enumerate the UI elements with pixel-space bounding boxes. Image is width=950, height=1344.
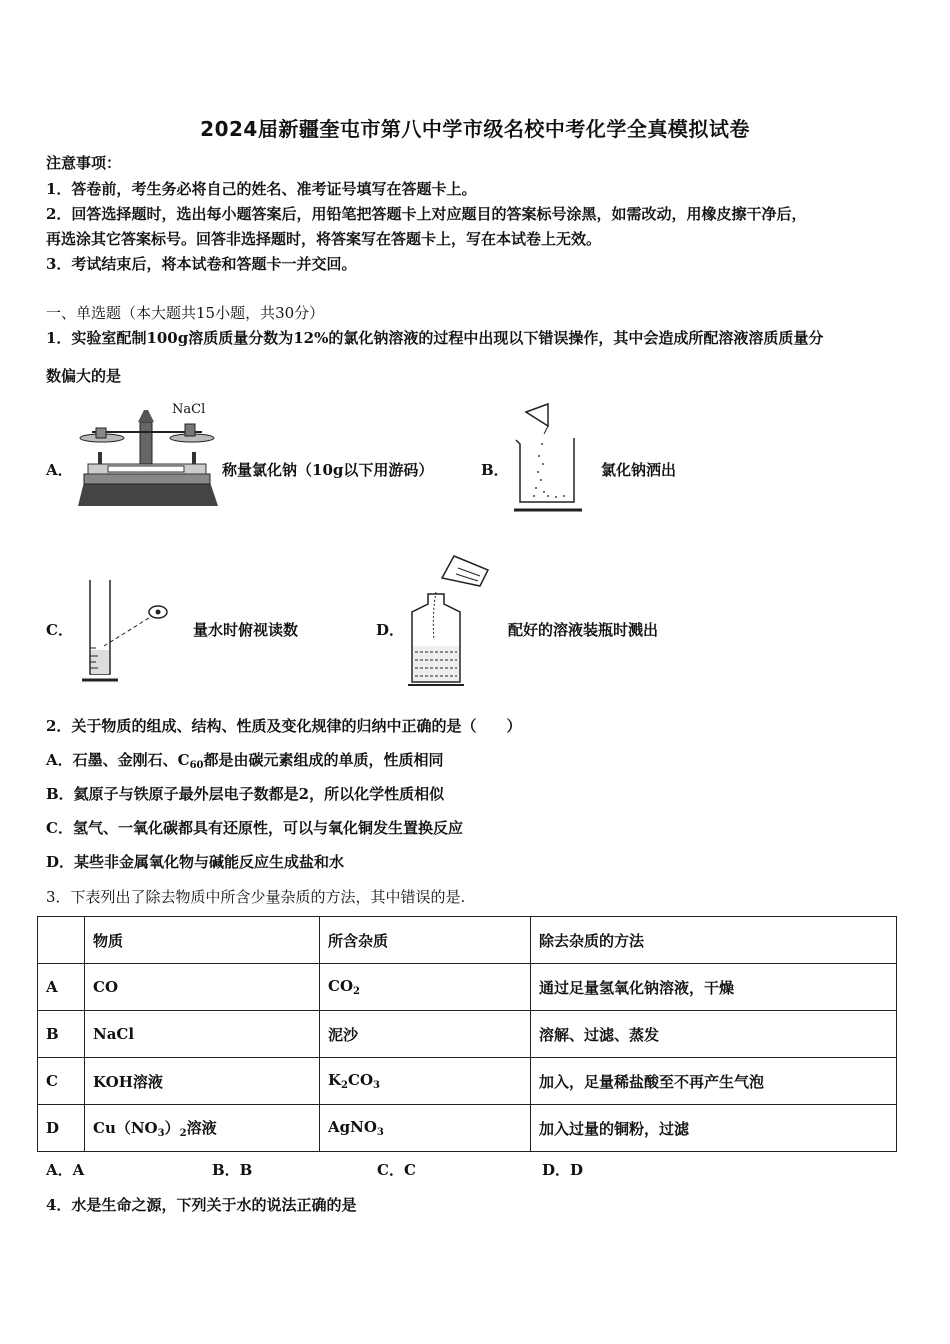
row-method: 加入，足量稀盐酸至不再产生气泡 — [531, 1058, 897, 1105]
option-b-label: B． — [481, 461, 509, 479]
row-impurity: $CO_2$ — [320, 964, 531, 1011]
option-b-text: 氯化钠洒出 — [601, 461, 677, 479]
row-substance: CO — [85, 964, 320, 1011]
notice-item: 2．回答选择题时，选出每小题答案后，用铅笔把答题卡上对应题目的答案标号涂黑，如需改动，用橡皮擦干净后， — [46, 205, 807, 223]
row-id: C — [38, 1058, 85, 1105]
balance-scale-image — [78, 402, 218, 510]
question-3-choice-b: B．B — [212, 1161, 253, 1179]
option-d-text: 配好的溶液装瓶时溅出 — [508, 621, 659, 639]
question-2-option-c: C．氢气、一氧化碳都具有还原性，可以与氧化铜发生置换反应 — [46, 819, 463, 837]
table-row — [38, 1105, 897, 1152]
row-impurity: 泥沙 — [320, 1011, 531, 1058]
option-d-label: D． — [376, 621, 405, 639]
row-substance: NaCl — [85, 1011, 320, 1058]
row-id: B — [38, 1011, 85, 1058]
table-header-cell — [38, 917, 85, 964]
option-a-label: A． — [46, 461, 73, 479]
question-3-stem: 3．下表列出了除去物质中所含少量杂质的方法，其中错误的是. — [46, 888, 466, 906]
question-2-stem: 2．关于物质的组成、结构、性质及变化规律的归纳中正确的是（ ） — [46, 717, 522, 735]
question-3-choice-c: C．C — [377, 1161, 416, 1179]
option-a-text: 称量氯化钠（10g以下用游码） — [222, 461, 434, 479]
row-method: 溶解、过滤、蒸发 — [531, 1011, 897, 1058]
notice-heading: 注意事项： — [46, 154, 122, 172]
row-substance: $Cu(NO_3)_2$溶液 — [85, 1105, 320, 1152]
row-method: 加入过量的铜粉，过滤 — [531, 1105, 897, 1152]
notice-item: 3．考试结束后，将本试卷和答题卡一并交回。 — [46, 255, 357, 273]
impurity-table — [37, 916, 897, 1152]
question-3-choice-d: D．D — [542, 1161, 584, 1179]
table-row — [38, 964, 897, 1011]
question-1-line1: 1．实验室配制100g溶质质量分数为12%的氯化钠溶液的过程中出现以下错误操作，其中会造成所配溶液溶质质量分 — [46, 329, 824, 347]
exam-title: 2024届新疆奎屯市第八中学市级名校中考化学全真模拟试卷 — [200, 117, 750, 141]
table-header-cell: 物质 — [85, 917, 320, 964]
row-method: 通过足量氢氧化钠溶液，干燥 — [531, 964, 897, 1011]
row-substance: KOH溶液 — [85, 1058, 320, 1105]
row-impurity: AgNO$_3$ — [320, 1105, 531, 1152]
option-c-label: C． — [46, 621, 73, 639]
question-3-choice-a: A．A — [46, 1161, 85, 1179]
question-2-option-a: A．石墨、金刚石、$C_{60}$都是由碳元素组成的单质，性质相同 — [46, 751, 444, 771]
section-heading: 一、单选题（本大题共15小题，共30分） — [46, 304, 325, 322]
table-header-cell: 除去杂质的方法 — [531, 917, 897, 964]
option-c-text: 量水时俯视读数 — [193, 621, 299, 639]
nacl-image-label: NaCl — [172, 402, 206, 417]
graduated-cylinder-image — [78, 578, 174, 686]
question-2-option-d: D．某些非金属氧化物与碱能反应生成盐和水 — [46, 853, 345, 871]
notice-item: 再选涂其它答案标号。回答非选择题时，将答案写在答题卡上，写在本试卷上无效。 — [46, 230, 602, 248]
row-impurity: $K_2CO_3$ — [320, 1058, 531, 1105]
bottle-pour-image — [406, 554, 490, 688]
beaker-spill-image — [508, 404, 588, 514]
table-row — [38, 1058, 897, 1105]
row-id: A — [38, 964, 85, 1011]
question-1-line2: 数偏大的是 — [46, 367, 122, 385]
notice-item: 1．答卷前，考生务必将自己的姓名、准考证号填写在答题卡上。 — [46, 180, 477, 198]
table-row — [38, 1011, 897, 1058]
question-2-option-b: B．氦原子与铁原子最外层电子数都是2，所以化学性质相似 — [46, 785, 445, 803]
table-header-row — [38, 917, 897, 964]
table-header-cell: 所含杂质 — [320, 917, 531, 964]
question-4-stem: 4．水是生命之源，下列关于水的说法正确的是 — [46, 1196, 357, 1214]
row-id: D — [38, 1105, 85, 1152]
